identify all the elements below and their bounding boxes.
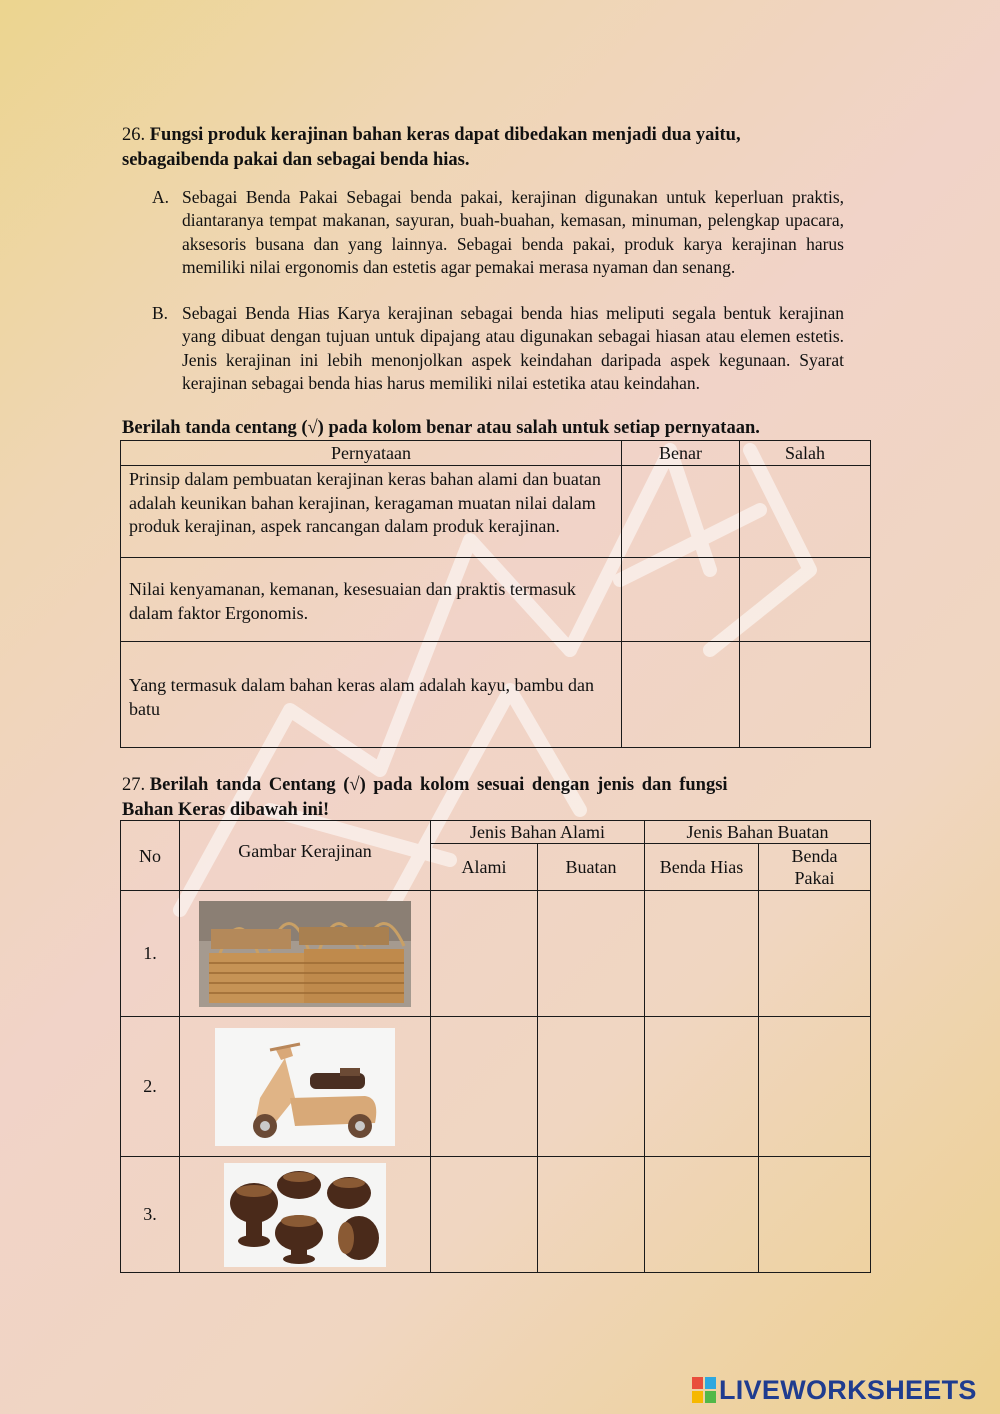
coconut-shell-bowls-image [224,1163,386,1267]
benda-hias-answer-cell[interactable] [645,1157,759,1273]
logo-text: LIVEWORKSHEETS [719,1374,977,1405]
question-26-title-line1: Fungsi produk kerajinan bahan keras dapat dibedakan menjadi dua yaitu, [149,125,741,145]
rattan-baskets-illustration [199,901,411,1007]
benda-pakai-answer-cell[interactable] [759,1157,871,1273]
salah-answer-cell[interactable] [740,642,871,748]
material-table [120,820,871,1273]
image-cell [180,1157,431,1273]
live-badge-icon [692,1377,716,1403]
statement-text: Prinsip dalam pembuatan kerajinan keras bahan alami dan buatan adalah keunikan bahan kerajinan, keragaman muatan nilai dalam produk kerajinan, aspek rancangan dalam produk kerajinan. [121,466,622,558]
row-number: 2. [121,1017,180,1157]
material-table-header-1 [121,821,871,844]
question-27-number: 27. [122,775,146,795]
salah-answer-cell[interactable] [740,558,871,642]
buatan-answer-cell[interactable] [538,1157,645,1273]
benda-hias-answer-cell[interactable] [645,1017,759,1157]
rattan-baskets-image [199,901,411,1007]
coconut-bowls-illustration [224,1163,386,1267]
header-alami: Alami [431,844,538,891]
question-26-title [122,123,842,173]
alami-answer-cell[interactable] [431,891,538,1017]
wooden-scooter-illustration [215,1028,395,1146]
header-buatan: Buatan [538,844,645,891]
question-27-title-line2: Bahan Keras dibawah ini! [122,800,330,820]
benda-pakai-answer-cell[interactable] [759,891,871,1017]
benar-answer-cell[interactable] [622,642,740,748]
row-number: 3. [121,1157,180,1273]
header-benar: Benar [622,441,740,466]
option-a-text: Sebagai Benda Pakai Sebagai benda pakai, kerajinan digunakan untuk keperluan praktis, diantaranya tempat makanan, sayuran, buah-buahan, kemasan, minuman, pelengkap upacara, aksesoris busana dan yang lainnya. Sebagai benda pakai, produk karya kerajinan harus memiliki nilai ergonomis dan estetis agar pemakai merasa nyaman dan senang. [182,187,844,277]
row-number: 1. [121,891,180,1017]
benda-hias-answer-cell[interactable] [645,891,759,1017]
option-a-letter: A. [152,187,170,207]
header-salah: Salah [740,441,871,466]
option-b-letter: B. [152,303,169,323]
table-row [121,891,871,1017]
benar-answer-cell[interactable] [622,558,740,642]
salah-answer-cell[interactable] [740,466,871,558]
header-benda-hias: Benda Hias [645,844,759,891]
table-row [121,1157,871,1273]
statement-text: Yang termasuk dalam bahan keras alam adalah kayu, bambu dan batu [121,642,622,748]
statement-table [120,440,871,748]
question-26-title-line2: sebagaibenda pakai dan sebagai benda hias. [122,150,470,170]
wooden-scooter-image [215,1028,395,1146]
header-jenis-bahan-buatan: Jenis Bahan Buatan [645,821,871,844]
statement-table-header [121,441,871,466]
option-b [152,302,844,395]
option-b-text: Sebagai Benda Hias Karya kerajinan sebagai benda hias meliputi segala bentuk kerajinan yang dibuat dengan tujuan untuk dipajang atau digunakan sebagai hiasan atau elemen estetis. Jenis kerajinan ini lebih menonjolkan aspek keindahan daripada aspek kegunaan. Syarat kerajinan sebagai benda hias harus memiliki nilai estetika atau keindahan. [182,303,844,393]
header-gambar: Gambar Kerajinan [180,821,431,891]
table-row [121,558,871,642]
header-pernyataan: Pernyataan [121,441,622,466]
buatan-answer-cell[interactable] [538,1017,645,1157]
image-cell [180,1017,431,1157]
header-benda-pakai-line1: Benda [791,846,838,866]
table-row [121,466,871,558]
benda-pakai-answer-cell[interactable] [759,1017,871,1157]
buatan-answer-cell[interactable] [538,891,645,1017]
question-26-number: 26. [122,125,146,145]
liveworksheets-logo [692,1375,977,1405]
header-no: No [121,821,180,891]
image-cell [180,891,431,1017]
header-benda-pakai-line2: Pakai [794,868,835,888]
alami-answer-cell[interactable] [431,1017,538,1157]
question-27-title-line1: Berilah tanda Centang (√) pada kolom sesuai dengan jenis dan fungsi [149,775,728,795]
header-benda-pakai [759,844,871,891]
question-27-title [122,773,802,823]
table-row [121,642,871,748]
benar-answer-cell[interactable] [622,466,740,558]
statement-text: Nilai kenyamanan, kemanan, kesesuaian dan praktis termasuk dalam faktor Ergonomis. [121,558,622,642]
header-jenis-bahan-alami: Jenis Bahan Alami [431,821,645,844]
question-26-instruction: Berilah tanda centang (√) pada kolom benar atau salah untuk setiap pernyataan. [122,418,760,438]
option-a [152,186,844,279]
alami-answer-cell[interactable] [431,1157,538,1273]
table-row [121,1017,871,1157]
